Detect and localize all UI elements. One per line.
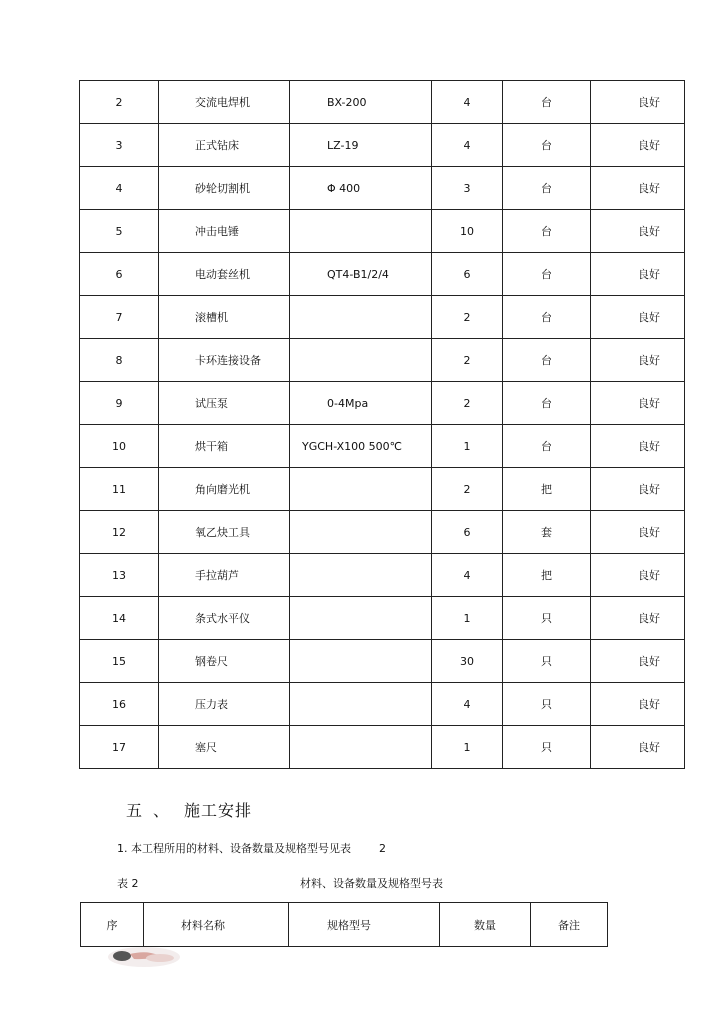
equipment-status: 良好 [591,382,685,425]
row-number: 16 [80,683,159,726]
row-number: 7 [80,296,159,339]
row-number: 2 [80,81,159,124]
equipment-model [290,726,432,769]
table-row [80,511,685,554]
equipment-name: 滚槽机 [159,296,290,339]
equipment-quantity: 6 [432,511,503,554]
row-number: 15 [80,640,159,683]
table-row [80,640,685,683]
equipment-table-body [80,81,685,769]
equipment-name: 手拉葫芦 [159,554,290,597]
equipment-quantity: 10 [432,210,503,253]
equipment-table [79,80,685,769]
table-row [80,597,685,640]
table-row [80,339,685,382]
equipment-name: 钢卷尺 [159,640,290,683]
section-title: 施工安排 [184,801,253,820]
equipment-name: 砂轮切割机 [159,167,290,210]
equipment-status: 良好 [591,210,685,253]
equipment-status: 良好 [591,425,685,468]
equipment-quantity: 2 [432,468,503,511]
section-separator: 、 [153,801,171,820]
equipment-status: 良好 [591,683,685,726]
table2-title: 材料、设备数量及规格型号表 [300,877,443,890]
equipment-unit: 只 [503,683,591,726]
equipment-model [290,554,432,597]
paragraph-text: 1. 本工程所用的材料、设备数量及规格型号见表 [117,842,351,855]
table-row [80,382,685,425]
materials-table [80,902,608,947]
equipment-unit: 只 [503,597,591,640]
header-remarks: 备注 [531,903,608,947]
equipment-name: 试压泵 [159,382,290,425]
equipment-model: Φ 400 [290,167,432,210]
equipment-unit: 台 [503,339,591,382]
equipment-model [290,511,432,554]
equipment-model: QT4-B1/2/4 [290,253,432,296]
row-number: 3 [80,124,159,167]
equipment-name: 冲击电锤 [159,210,290,253]
equipment-model: LZ-19 [290,124,432,167]
table-row [80,554,685,597]
table-row [80,253,685,296]
equipment-unit: 套 [503,511,591,554]
equipment-quantity: 30 [432,640,503,683]
equipment-name: 条式水平仪 [159,597,290,640]
row-number: 12 [80,511,159,554]
equipment-quantity: 2 [432,382,503,425]
table-row [80,210,685,253]
equipment-quantity: 4 [432,124,503,167]
equipment-name: 塞尺 [159,726,290,769]
materials-paragraph [117,840,386,856]
table-row [80,81,685,124]
equipment-unit: 台 [503,167,591,210]
equipment-unit: 台 [503,425,591,468]
equipment-quantity: 1 [432,597,503,640]
equipment-unit: 台 [503,81,591,124]
equipment-unit: 台 [503,124,591,167]
equipment-status: 良好 [591,511,685,554]
equipment-quantity: 1 [432,726,503,769]
equipment-model: YGCH-X100 500℃ [290,425,432,468]
table-row [80,124,685,167]
equipment-quantity: 3 [432,167,503,210]
equipment-model [290,210,432,253]
equipment-status: 良好 [591,640,685,683]
section-number: 五 [126,801,144,820]
table2-label: 表 2 [117,877,139,890]
row-number: 4 [80,167,159,210]
equipment-unit: 台 [503,210,591,253]
equipment-name: 正式钻床 [159,124,290,167]
equipment-model: 0-4Mpa [290,382,432,425]
equipment-unit: 只 [503,640,591,683]
table-row [80,726,685,769]
equipment-unit: 台 [503,253,591,296]
equipment-status: 良好 [591,296,685,339]
row-number: 5 [80,210,159,253]
row-number: 10 [80,425,159,468]
table-row [80,425,685,468]
equipment-quantity: 4 [432,683,503,726]
equipment-unit: 台 [503,296,591,339]
equipment-name: 角向磨光机 [159,468,290,511]
equipment-model [290,339,432,382]
equipment-status: 良好 [591,253,685,296]
table-row [80,167,685,210]
equipment-status: 良好 [591,167,685,210]
equipment-status: 良好 [591,468,685,511]
equipment-unit: 只 [503,726,591,769]
section-heading [126,798,252,821]
header-spec-model: 规格型号 [289,903,440,947]
header-material-name: 材料名称 [144,903,289,947]
equipment-quantity: 1 [432,425,503,468]
equipment-status: 良好 [591,597,685,640]
equipment-model [290,597,432,640]
equipment-quantity: 4 [432,554,503,597]
equipment-quantity: 2 [432,339,503,382]
seal-stamp-icon [106,944,182,970]
equipment-unit: 台 [503,382,591,425]
header-no: 序 [81,903,144,947]
equipment-model: BX-200 [290,81,432,124]
row-number: 17 [80,726,159,769]
equipment-quantity: 4 [432,81,503,124]
equipment-model [290,640,432,683]
equipment-status: 良好 [591,726,685,769]
header-quantity: 数量 [440,903,531,947]
equipment-model [290,296,432,339]
equipment-status: 良好 [591,124,685,167]
table-row [80,683,685,726]
equipment-name: 压力表 [159,683,290,726]
row-number: 9 [80,382,159,425]
table-row [80,296,685,339]
materials-header-row [81,903,608,947]
table-row [80,468,685,511]
equipment-status: 良好 [591,554,685,597]
row-number: 13 [80,554,159,597]
equipment-unit: 把 [503,554,591,597]
equipment-model [290,683,432,726]
equipment-quantity: 6 [432,253,503,296]
row-number: 8 [80,339,159,382]
equipment-status: 良好 [591,339,685,382]
equipment-unit: 把 [503,468,591,511]
equipment-name: 卡环连接设备 [159,339,290,382]
equipment-model [290,468,432,511]
equipment-name: 电动套丝机 [159,253,290,296]
equipment-quantity: 2 [432,296,503,339]
row-number: 6 [80,253,159,296]
equipment-name: 氧乙炔工具 [159,511,290,554]
equipment-status: 良好 [591,81,685,124]
row-number: 11 [80,468,159,511]
equipment-name: 交流电焊机 [159,81,290,124]
equipment-name: 烘干箱 [159,425,290,468]
paragraph-table-ref: 2 [379,842,386,855]
row-number: 14 [80,597,159,640]
